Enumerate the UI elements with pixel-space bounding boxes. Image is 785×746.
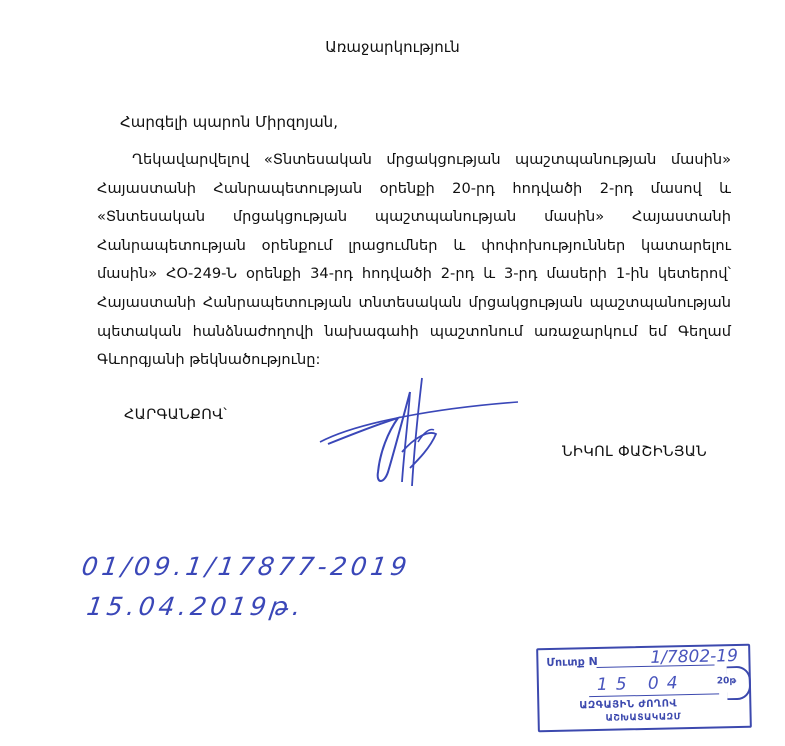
- registration-stamp: [536, 644, 752, 732]
- body-paragraph: Ղեկավարվելով «Տնտեսական մրցակցության պաշտպանության մասին» Հայաստանի Հանրապետության օրենքի 20-րդ հոդվածի 2-րդ մասով և «Տնտեսական մրցակցության պաշտպանության մասին» Հայաստանի Հանրապետության օրենքում լրացումներ և փոփոխություններ կատարելու մասին» ՀՕ-249-Ն օրենքի 34-րդ հոդվածի 2-րդ և 3-րդ մասերի 1-ին կետերով՝ Հայաստանի Հանրապետության տնտեսական մրցակցության պաշտպանության պետական հանձնաժողովի նախագահի պաշտոնում առաջարկում եմ Գեղամ Գևորգյանի թեկնածությունը:: [97, 151, 731, 369]
- signer-name: ՆԻԿՈԼ ՓԱՇԻՆՅԱՆ: [562, 444, 708, 460]
- stamp-year-suffix: 20թ: [716, 676, 737, 687]
- stamp-organization: ԱԶԳԱՅԻՆ ԺՈՂՈՎ: [579, 698, 678, 712]
- closing: ՀԱՐԳԱՆՔՈՎ՝: [124, 407, 228, 423]
- document-title: Առաջարկություն: [325, 38, 460, 56]
- stamp-department: ԱՇԽԱՏԱԿԱԶՄ: [605, 712, 682, 724]
- stamp-number-value: 1/7802-19: [650, 646, 739, 668]
- stamp-handwritten-mark: [727, 666, 752, 700]
- handwritten-date: 15.04.2019թ.: [84, 592, 307, 621]
- greeting: Հարգելի պարոն Միրզոյան,: [120, 113, 338, 131]
- signature: [318, 372, 523, 490]
- handwritten-registration-number: 01/09.1/17877-2019: [79, 552, 413, 581]
- stamp-number-label: Մուտք N: [546, 654, 598, 670]
- stamp-date-value: 15 04: [596, 673, 686, 695]
